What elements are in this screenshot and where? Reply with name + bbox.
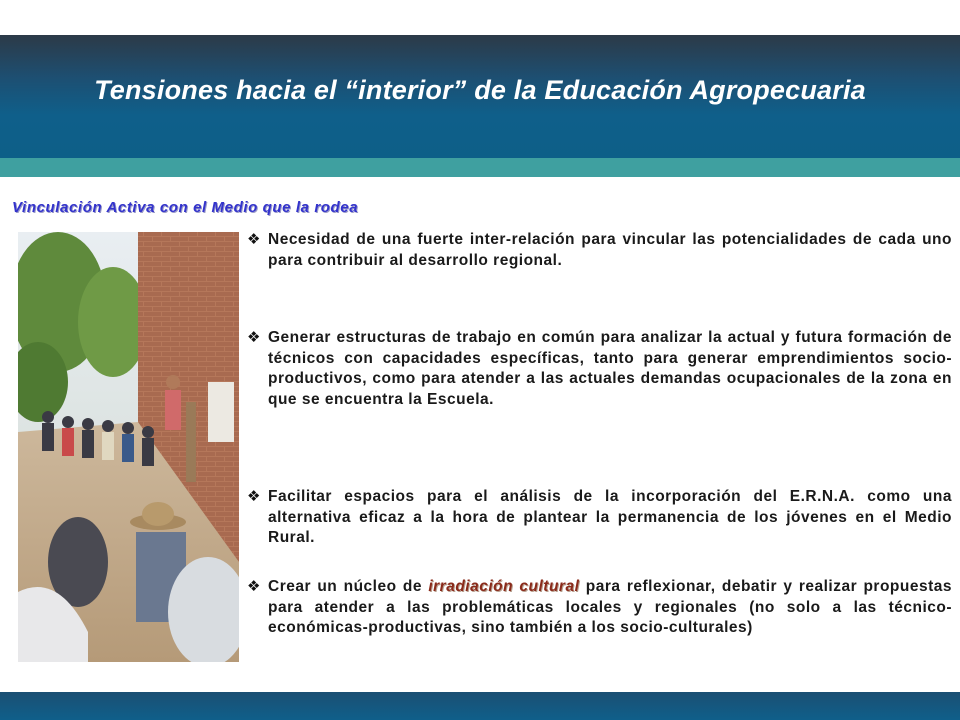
meeting-photo (18, 232, 239, 662)
diamond-bullet-icon: ❖ (247, 231, 261, 248)
bullet-text: Generar estructuras de trabajo en común para analizar la actual y futura formación de técnicos con capacidades específicas, tanto para generar emprendimientos socio-productivos, como para atender a las actuales demandas ocupacionales de la zona en que se encuentra la Escuela. (268, 329, 952, 408)
section-subtitle: Vinculación Activa con el Medio que la rodea (12, 199, 359, 216)
accent-band (0, 158, 960, 177)
bullet-text: Facilitar espacios para el análisis de la incorporación del E.R.N.A. como una alternativa eficaz a la hora de plantear la permanencia de los jóvenes en el Medio Rural. (268, 488, 952, 547)
footer-band (0, 692, 960, 720)
bullet-item (240, 577, 952, 639)
bullet-text-start: Crear un núcleo de (268, 578, 429, 595)
photo-illustration (18, 232, 239, 662)
bullet-item (240, 328, 952, 410)
slide-title: Tensiones hacia el “interior” de la Educación Agropecuaria (94, 74, 866, 105)
bullet-item (240, 487, 952, 549)
diamond-bullet-icon: ❖ (247, 329, 261, 346)
diamond-bullet-icon: ❖ (247, 578, 261, 595)
bullet-item (240, 230, 952, 271)
diamond-bullet-icon: ❖ (247, 488, 261, 505)
bullet-text (268, 577, 952, 639)
bullet-text-end: para reflexionar, debatir y realizar propuestas para atender a las problemáticas locales y regionales (no solo a las técnico-económicas-productivas, sino también a los socio-culturales) (268, 578, 953, 637)
highlighted-phrase: irradiación cultural (428, 578, 580, 595)
bullet-text: Necesidad de una fuerte inter-relación para vincular las potencialidades de cada uno para contribuir al desarrollo regional. (268, 231, 952, 269)
